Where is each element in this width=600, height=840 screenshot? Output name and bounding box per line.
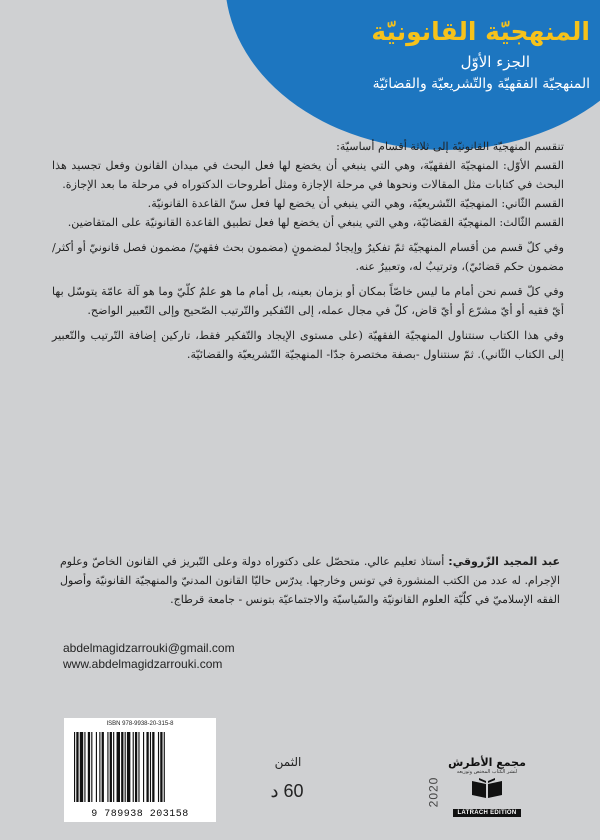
contact-info [63,640,235,672]
open-book-icon [470,777,504,799]
barcode-bars-icon [74,732,206,802]
publisher-logo [446,757,528,819]
blurb-paragraph: وفي هذا الكتاب سنتناول المنهجيّة الفقهيّة (على مستوى الإيجاد والتّفكير فقط، تاركين إضافة التّرتيب والتّعبير إلى الكتاب الثّاني). ثمّ سنتناول -بصفة مختصرة جدّا- المنهجيّة التّشريعيّة والقضائيّة. [52,329,564,361]
author-bio [60,552,560,609]
book-subtitle: المنهجيّة الفقهيّة والتّشريعيّة والقضائيّة [372,76,590,92]
blurb-paragraph: تنقسم المنهجيّة القانونيّة إلى ثلاثة أقسام أساسيّة: [336,140,564,153]
author-bio-text: أستاذ تعليم عالي. متحصّل على دكتوراه دولة وعلى التّبريز في القانون الخاصّ وعلوم الإجرام. له عدد من الكتب المنشورة في تونس وخارجها. يدرّس حاليّا القانون المدنيّ والمنهجيّة القانونيّة وأصول الفقه الإسلاميّ في كلّيّة العلوم القانونيّة والسّياسيّة والاجتماعيّة بتونس - جامعة قرطاج. [60,555,560,606]
blurb [52,137,564,370]
barcode [64,718,216,822]
publication-year: 2020 [426,776,441,808]
blurb-paragraph: وفي كلّ قسم نحن أمام ما ليس خاصّاً بمكان أو بزمان بعينه، بل أمام ما هو علمٌ كلّيّ وما هو آلة عامّة يتوسّل بها أيّ فقيه أو أيّ مشرّع أو أيّ قاض، كلّ في مجال عمله، إلى التّفكير والتّرتيب الصّحيح وإلى التّعبير الواضح. [52,285,564,317]
blurb-paragraph: القسم الثّاني: المنهجيّة التّشريعيّة، وهي التي ينبغي أن يخضع لها فعل سنّ القاعدة القانونيّة. [147,197,564,210]
isbn-digits: 9 789938 203158 [91,809,189,820]
volume-label: الجزء الأوّل [460,53,530,71]
author-website: www.abdelmagidzarrouki.com [63,657,223,671]
price-value: 60 د [270,781,304,801]
price-label: الثمن [274,755,302,769]
publisher-name-ar: مجمع الأطرش [448,756,526,769]
author-name: عبد المجيد الزّروقي: [448,555,560,568]
publisher-tagline: لنشر الكتاب المختص وتوزيعه [456,769,518,775]
header [250,10,590,94]
blurb-paragraph: وفي كلّ قسم من أقسام المنهجيّة ثمّ تفكيرٌ وإيجادٌ لمضمونٍ (مضمون بحث فقهيّ/ مضمون فصل قانونيّ أو أكثر/ مضمون حكم قضائيّ)، وترتيبٌ له، وتعبيرٌ عنه. [52,241,564,273]
isbn-label: ISBN 978-9938-20-315-8 [106,721,174,727]
book-title: المنهجيّة القانونيّة [371,17,590,46]
author-email: abdelmagidzarrouki@gmail.com [63,641,235,655]
blurb-paragraph: القسم الأوّل: المنهجيّة الفقهيّة، وهي التي ينبغي أن يخضع لها فعل البحث في ميدان القانون وفعل تجسيد هذا البحث في كتابات مثل المقالات ونحوها في مرحلة الإجازة ومثل أطروحات الدكتوراه في مرحلة ما بعد الإجازة. [52,159,564,191]
publisher-name-en: LATRACH EDITION [453,809,520,817]
blurb-paragraph: القسم الثّالث: المنهجيّة القضائيّة، وهي التي ينبغي أن يخضع لها فعل تطبيق القاعدة القانونيّة على المتقاضين. [67,216,564,229]
